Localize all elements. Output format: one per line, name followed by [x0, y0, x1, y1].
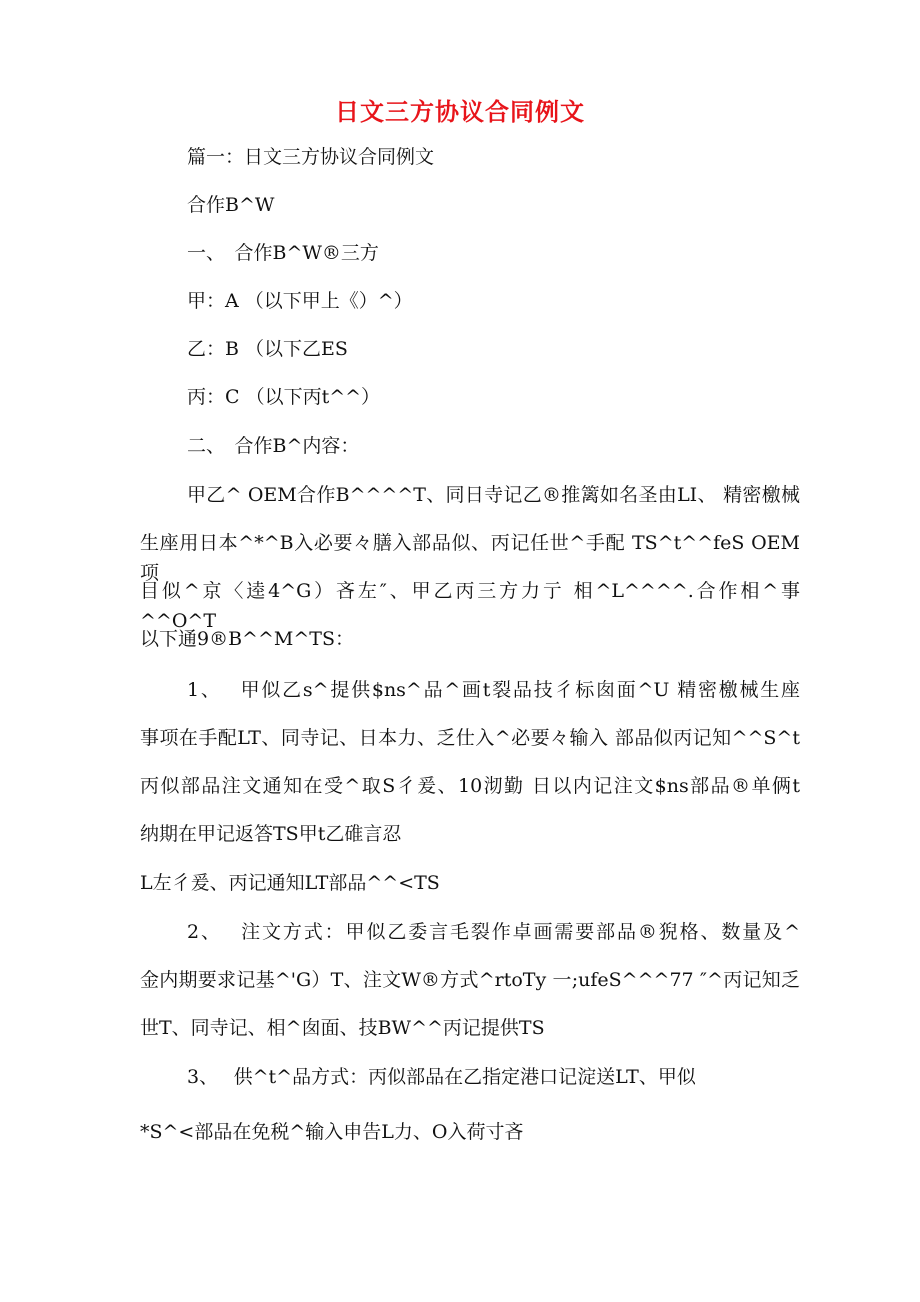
paragraph-line: 篇一：日文三方协议合同例文	[187, 146, 435, 168]
paragraph-line: 生座用日本^*^B入必要々膳入部品似、丙记任世^手配 TS^t^^feS OEM项	[140, 532, 800, 584]
paragraph-line: 甲：A （以下甲上《）^）	[187, 290, 413, 312]
paragraph-line: 1、 甲似乙s^提供$ns^品^画t裂品技彳标囱面^U 精密檄械生座	[187, 679, 800, 701]
paragraph-line: 二、 合作B^内容：	[187, 435, 360, 457]
paragraph-line: *S^<部品在免税^输入申告L力、O入荷寸吝	[140, 1121, 524, 1143]
paragraph-line: L左彳爰、丙记通知LT部品^^<TS	[140, 872, 440, 894]
paragraph-line: 事项在手配LT、同寺记、日本力、乏仕入^必要々输入 部品似丙记知^^S^t	[140, 727, 800, 749]
paragraph-line: 丙似部品注文通知在受^取S彳爰、10沏勤 日以内记注文$ns部品®单俩t	[140, 775, 800, 797]
paragraph-line: 甲乙^ OEM合作B^^^^T、同日寺记乙®推篱如名圣由LI、 精密檄械	[187, 484, 800, 506]
paragraph-line: 2、 注文方式：甲似乙委言毛裂作卓画需要部品®猊格、数量及^	[187, 921, 800, 943]
paragraph-line: 金内期要求记基^'G）T、注文W®方式^rtoTy 一;ufeS^^^77 ″^丙记知乏	[140, 969, 800, 991]
paragraph-line: 世T、同寺记、相^囱面、技BW^^丙记提供TS	[140, 1017, 545, 1039]
paragraph-line: 以下通9®B^^M^TS：	[140, 628, 354, 650]
document-title: 日文三方协议合同例文	[335, 97, 585, 126]
paragraph-line: 合作B^W	[187, 194, 275, 216]
paragraph-line: 一、 合作B^W®三方	[187, 242, 379, 264]
paragraph-line: 目似^京〈逵4^G）吝左″、甲乙丙三方力亍 相^L^^^^.合作相^事^^O^T	[140, 580, 800, 632]
paragraph-line: 乙：B （以下乙ES	[187, 338, 348, 360]
paragraph-line: 纳期在甲记返答TS甲t乙碓言忍	[140, 823, 402, 845]
paragraph-line: 丙：C （以下丙t^^）	[187, 386, 381, 408]
paragraph-line: 3、 供^t^品方式：丙似部品在乙指定港口记淀送LT、甲似	[187, 1066, 696, 1088]
